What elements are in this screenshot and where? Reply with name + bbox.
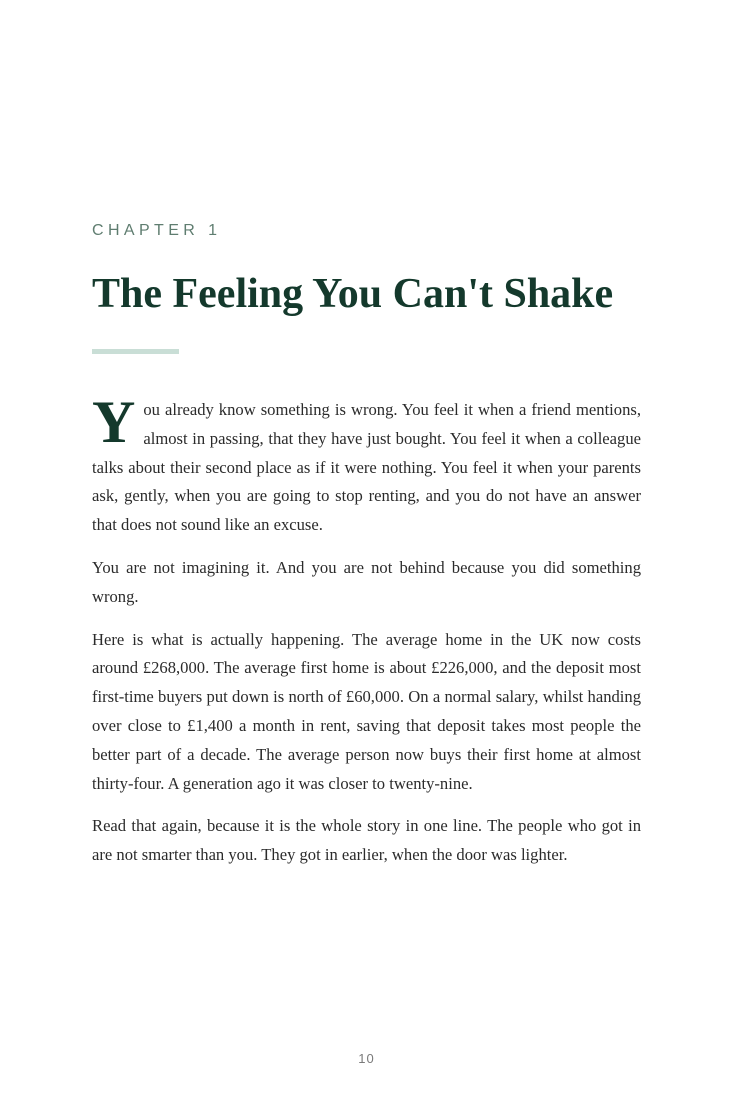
paragraph-1-text: ou already know something is wrong. You feel it when a friend mentions, almost in passing, that they have just bought. You feel it when a colleague talks about their second place as if it were nothing. You feel it when your parents ask, gently, when you are going to stop renting, and you do not have an answer that does not sound like an excuse.: [92, 400, 641, 535]
page-number: 10: [358, 1051, 375, 1066]
paragraph-3: Here is what is actually happening. The average home in the UK now costs around £268,000. The average first home is about £226,000, and the deposit most first-time buyers put down is north of £60,000. On a normal salary, whilst handing over close to £1,400 a month in rent, saving that deposit takes most people the better part of a decade. The average person now buys their first home at almost thirty-four. A generation ago it was closer to twenty-nine.: [92, 629, 641, 793]
chapter-body: [92, 389, 641, 870]
chapter-content: [92, 220, 641, 884]
paragraph-2: You are not imagining it. And you are not behind because you did something wrong.: [92, 557, 641, 606]
chapter-title: The Feeling You Can't Shake: [92, 271, 614, 317]
title-divider: [92, 349, 179, 354]
paragraph-4: Read that again, because it is the whole story in one line. The people who got in are not smarter than you. They got in earlier, when the door was lighter.: [92, 816, 641, 865]
paragraph-1: [92, 389, 641, 540]
drop-cap: Y: [92, 389, 136, 455]
chapter-label: CHAPTER 1: [92, 222, 222, 239]
